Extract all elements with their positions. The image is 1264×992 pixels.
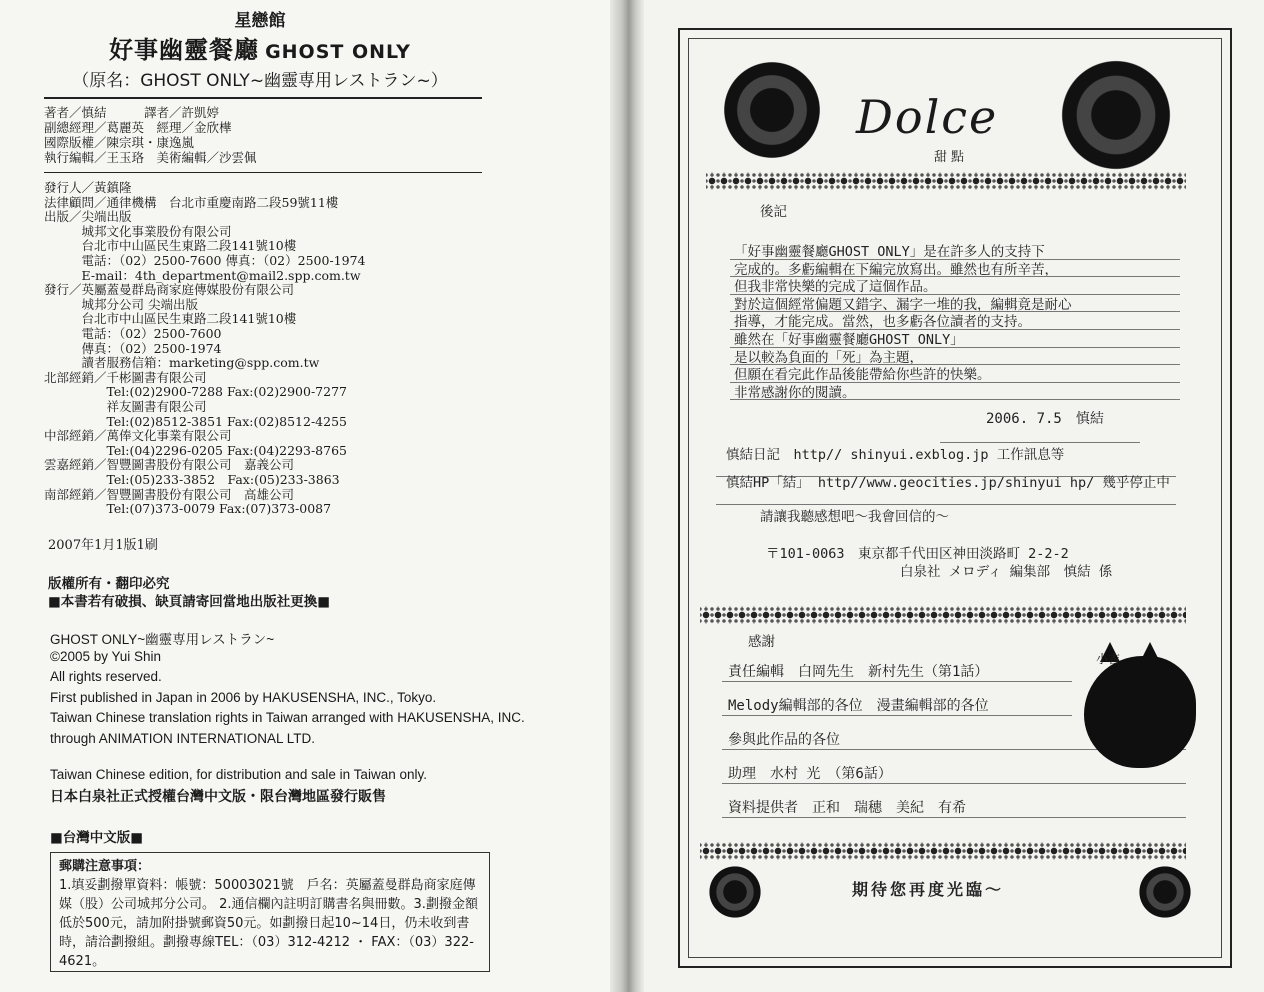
credit-line: 執行編輯／王玉珞 美術編輯／沙雲佩 — [44, 150, 257, 165]
thanks-line: 責任編輯 白岡先生 新村先生（第1話） — [728, 664, 989, 680]
notice-body: 1.填妥劃撥單資料：帳號：50003021號 戶名：英屬蓋曼群島商家庭傳媒（股）公司城邦分公司。 2.通信欄內註明訂購書名與冊數。3.劃撥金額低於500元，請加附掛號郵資50元。如劃撥日起10~14日，仍未收到書時，請洽劃撥組。劃撥專線TEL：（03）312-4212 ・ FAX：（03）322-4621。 — [59, 878, 478, 969]
english-rights-line: First published in Japan in 2006 by HAKUSENSHA, INC., Tokyo. — [50, 689, 437, 705]
english-rights-line: through ANIMATION INTERNATIONAL LTD. — [50, 730, 316, 746]
rose-border-band-2 — [700, 606, 1186, 624]
postscript-label: 後記 — [760, 204, 787, 220]
english-rights-line: GHOST ONLY~幽靈専用レストラン~ — [50, 632, 275, 647]
letter-rule — [730, 381, 1180, 400]
publishing-line: 城邦分公司 尖端出版 — [44, 296, 198, 312]
rose-ornament-bottom-left — [700, 862, 770, 922]
publishing-line: 台北市中山區民生東路二段141號10樓 — [44, 238, 297, 254]
feedback-request: 請讓我聽感想吧～我會回信的～ — [760, 509, 949, 525]
letter-line: 但願在看完此作品後能帶給你些許的快樂。 — [734, 367, 991, 384]
publishing-line: 發行人／黃鎮隆 — [44, 180, 132, 195]
rose-border-band-3 — [700, 842, 1186, 860]
credit-line: 國際版權／陳宗琪・康逸嵐 — [44, 135, 195, 150]
publishing-line: 傳真：（02）2500-1974 — [44, 340, 222, 356]
book-title-en: GHOST ONLY — [265, 41, 411, 63]
english-rights-line: All rights reserved. — [50, 669, 162, 684]
rose-border-band — [706, 172, 1186, 190]
signature-line — [940, 424, 1140, 443]
publishing-line: Tel:(07)373-0079 Fax:(07)373-0087 — [44, 501, 332, 517]
book-gutter — [610, 0, 644, 992]
thanks-rule — [722, 697, 1072, 716]
rights-line: 版權所有・翻印必究 — [48, 576, 170, 592]
title-divider — [44, 97, 482, 99]
publishing-line: E-mail：4th_department@mail2.spp.com.tw — [44, 267, 361, 283]
letter-line: 雖然在「好事幽靈餐廳GHOST ONLY」 — [734, 332, 964, 348]
publishing-line: 北部經銷／千彬圖書有限公司 — [44, 369, 207, 385]
blog-info: 慎結日記 http// shinyui.exblog.jp 工作訊息等 — [726, 447, 1065, 463]
publishing-line: Tel:(02)8512-3851 Fax:(02)8512-4255 — [44, 413, 347, 429]
mail-order-notice — [50, 852, 490, 972]
taiwan-edition-label: ■台灣中文版■ — [50, 830, 144, 846]
publishing-line: 電話：（02）2500-7600 — [44, 326, 222, 341]
dolce-logo: Dolce — [856, 90, 999, 144]
publishing-line: 南部經銷／智豐圖書股份有限公司 高雄公司 — [44, 486, 295, 502]
thanks-line: 參與此作品的各位 — [728, 732, 840, 748]
credits-divider — [44, 172, 482, 173]
publishing-line: 中部經銷／萬俸文化事業有限公司 — [44, 428, 232, 444]
edition-english: Taiwan Chinese edition, for distribution and sale in Taiwan only. — [50, 767, 427, 782]
publishing-line: Tel:(05)233-3852 Fax:(05)233-3863 — [44, 472, 340, 487]
publishing-line: 出版／尖端出版 — [44, 209, 132, 225]
rose-ornament-top-right — [1036, 60, 1196, 170]
english-rights-line: ©2005 by Yui Shin — [50, 648, 162, 664]
cat-illustration — [1084, 656, 1196, 768]
publishing-line: 電話：（02）2500-7600 傳真：（02）2500-1974 — [44, 253, 366, 268]
rose-ornament-top-left — [702, 60, 842, 160]
english-rights-line: Taiwan Chinese translation rights in Taiwan arranged with HAKUSENSHA, INC. — [50, 710, 525, 725]
letter-line: 是以較為負面的「死」為主題， — [734, 349, 923, 366]
letter-line: 但我非常快樂的完成了這個作品。 — [734, 279, 937, 296]
rose-ornament-bottom-right — [1130, 862, 1200, 922]
publishing-line: 城邦文化事業股份有限公司 — [44, 223, 232, 239]
letter-line: 非常感謝你的閱讀。 — [734, 384, 856, 401]
mail-address-1: 〒101-0063 東京都千代田区神田淡路町 2-2-2 — [766, 546, 1069, 562]
book-title-zh: 好事幽靈餐廳 — [109, 36, 260, 64]
closing-message: 期待您再度光臨～ — [852, 880, 1005, 899]
publishing-line: Tel:(02)2900-7288 Fax:(02)2900-7277 — [44, 384, 347, 400]
mail-address-2: 白泉社 メロディ 編集部 慎結 係 — [900, 564, 1113, 580]
dolce-subtitle: 甜點 — [934, 150, 969, 165]
publishing-line: 祥友圖書有限公司 — [44, 399, 207, 414]
original-title: （原名：GHOST ONLY~幽靈専用レストラン~） — [72, 71, 448, 91]
book-title — [0, 30, 520, 65]
credit-line: 副總經理／葛麗英 經理／金欣樺 — [44, 120, 232, 135]
publishing-line: 法律顧問／通律機構 台北市重慶南路二段59號11樓 — [44, 194, 339, 210]
thanks-rule — [722, 799, 1186, 818]
notice-title: 郵購注意事項： — [59, 859, 151, 874]
cat-name-label: 小吉 — [1096, 652, 1121, 666]
edition-chinese: 日本白泉社正式授權台灣中文版・限台灣地區發行販售 — [50, 789, 386, 805]
letter-line: 指導，才能完成。當然，也多虧各位讀者的支持。 — [734, 314, 1031, 331]
damage-notice: ■本書若有破損、缺頁請寄回當地出版社更換■ — [48, 594, 331, 610]
homepage-info: 慎結HP「結」 http//www.geocities.jp/shinyui hp/ 幾乎停止中 — [726, 475, 1170, 491]
publishing-line: 台北市中山區民生東路二段141號10樓 — [44, 311, 297, 327]
publishing-line: Tel:(04)2296-0205 Fax:(04)2293-8765 — [44, 442, 347, 458]
thanks-line: 資料提供者 正和 瑞穗 美紀 有希 — [728, 800, 966, 816]
publishing-line: 讀者服務信箱：marketing@spp.com.tw — [44, 355, 320, 371]
letter-line: 對於這個經常偏題又錯字、漏字一堆的我，編輯竟是耐心 — [734, 296, 1072, 313]
thanks-rule — [722, 663, 1072, 682]
thanks-label: 感謝 — [748, 634, 775, 650]
edition-line: 2007年1月1版1刷 — [48, 538, 158, 553]
date-signature: 2006. 7.5 慎結 — [986, 411, 1104, 427]
thanks-line: 助理 水村 光 （第6話） — [728, 766, 892, 782]
credit-line: 著者／慎結 譯者／許凱婷 — [44, 105, 220, 120]
homepage-line — [716, 486, 1176, 505]
publisher-name: 星戀館 — [234, 11, 286, 31]
publishing-line: 發行／英屬蓋曼群島商家庭傳媒股份有限公司 — [44, 282, 295, 298]
thanks-line: Melody編輯部的各位 漫畫編輯部的各位 — [728, 698, 989, 714]
publishing-line: 雲嘉經銷／智豐圖書股份有限公司 嘉義公司 — [44, 457, 295, 473]
thanks-rule — [722, 765, 1186, 784]
letter-line: 「好事幽靈餐廳GHOST ONLY」是在許多人的支持下 — [734, 244, 1045, 260]
letter-line: 完成的。多虧編輯在下編完放寫出。雖然也有所辛苦， — [734, 261, 1058, 278]
